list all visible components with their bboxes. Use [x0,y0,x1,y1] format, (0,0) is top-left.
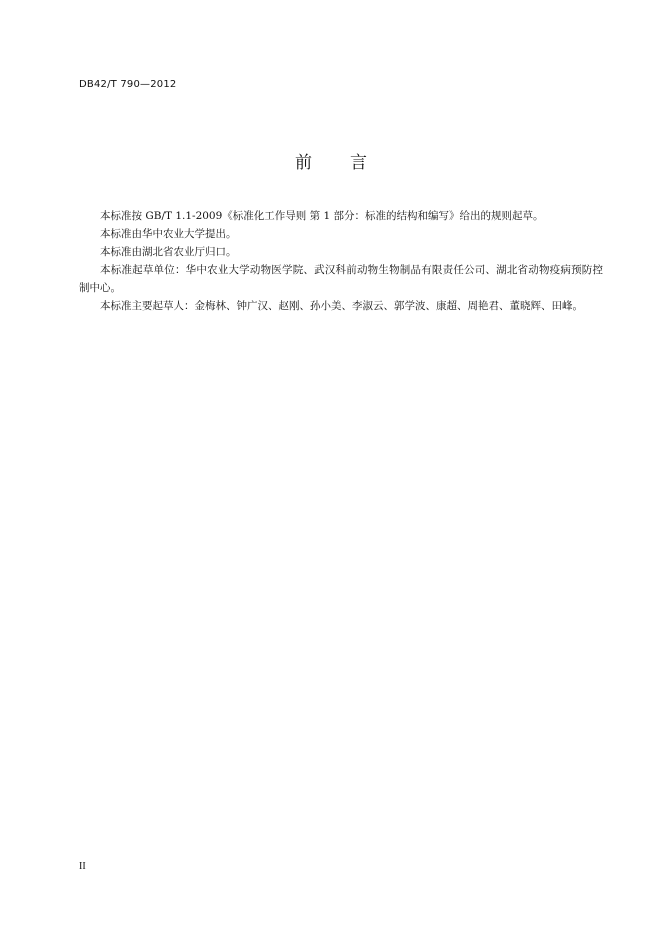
foreword-body [79,207,603,315]
paragraph-centralized-by: 本标准由湖北省农业厅归口。 [100,246,237,258]
paragraph-drafters: 本标准主要起草人：金梅林、钟广汉、赵刚、孙小美、李淑云、郭学波、康超、周艳君、董晓辉、田峰。 [100,300,583,312]
paragraph-drafting-units: 本标准起草单位：华中农业大学动物医学院、武汉科前动物生物制品有限责任公司、湖北省动物疫病预防控制中心。 [79,264,603,294]
page-number: II [79,861,86,872]
page-title: 前言 [295,153,405,173]
document-code: DB42/T 790—2012 [79,79,177,90]
paragraph-drafting-rules: 本标准按 GB/T 1.1-2009《标准化工作导则 第 1 部分：标准的结构和编写》给出的规则起草。 [100,210,544,222]
paragraph-proposer: 本标准由华中农业大学提出。 [100,228,237,240]
